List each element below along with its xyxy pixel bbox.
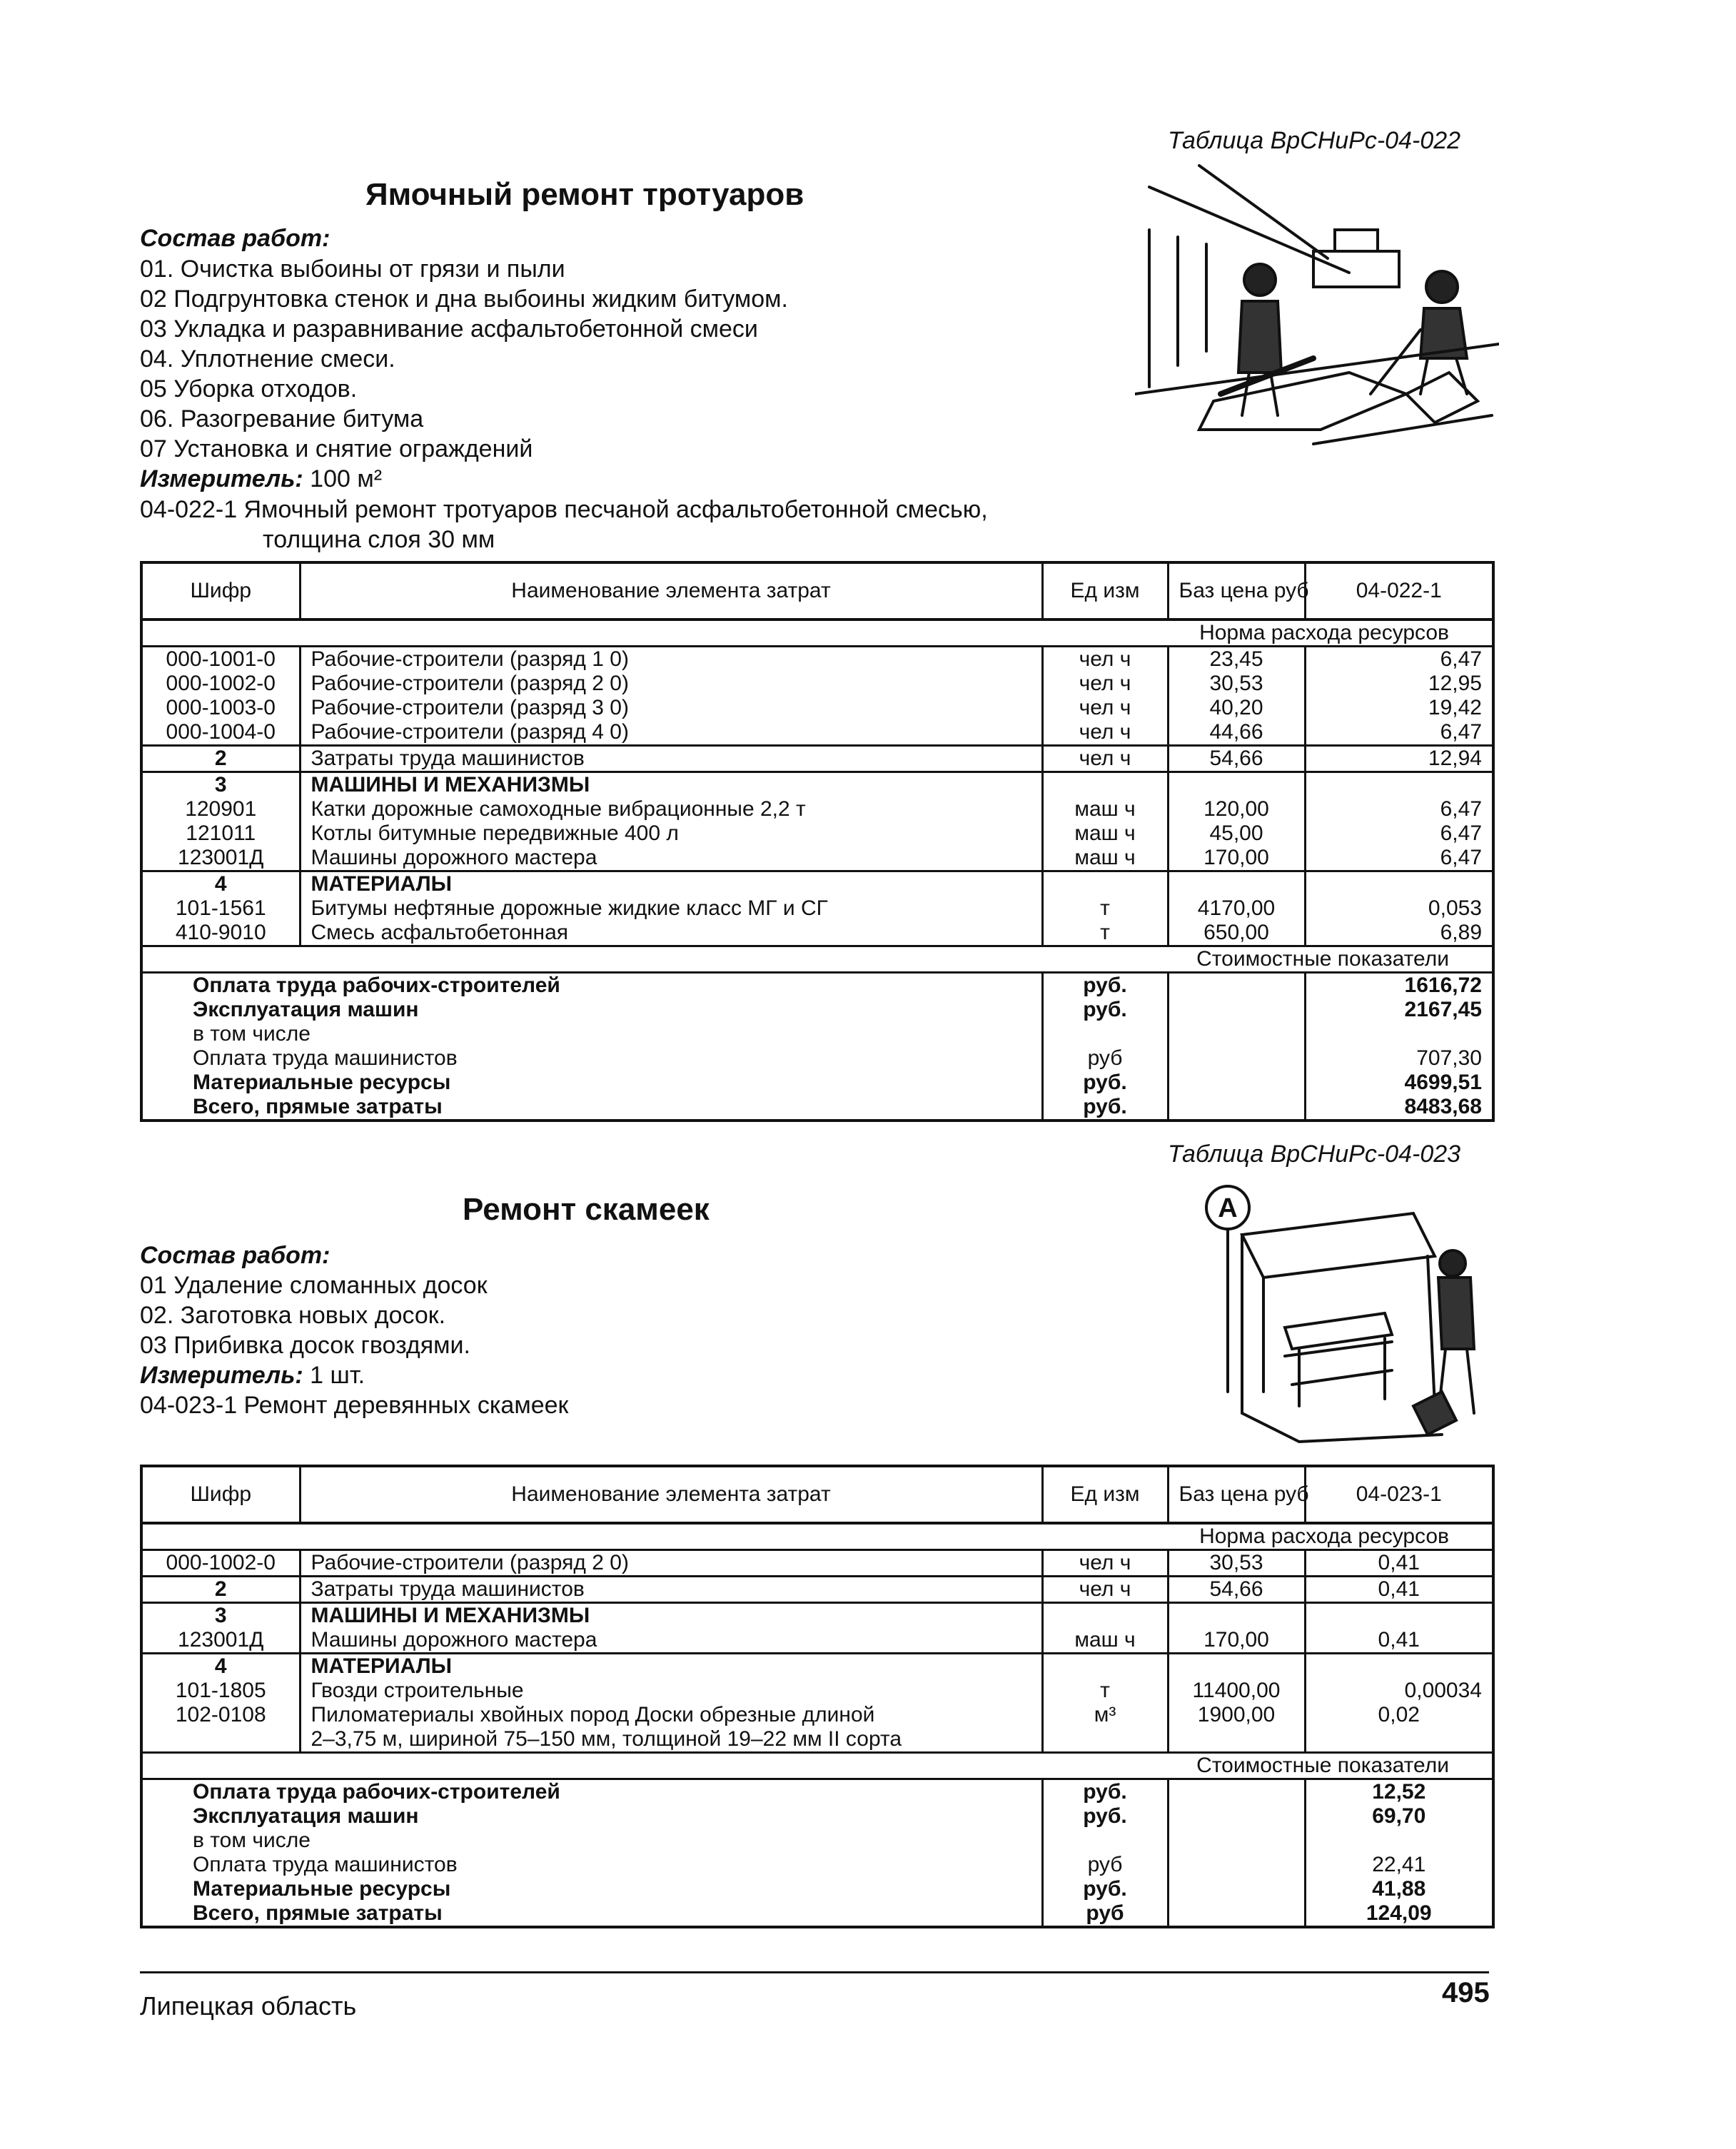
summary-unit: руб: [1042, 1853, 1168, 1877]
table-row-continuation: [141, 1727, 1493, 1753]
cell-unit: чел ч: [1042, 746, 1168, 772]
measure-value: 1 шт.: [303, 1362, 365, 1389]
cell-value: 6,47: [1305, 647, 1493, 672]
table-row: [141, 1703, 1493, 1727]
cell-value: 19,42: [1305, 696, 1493, 720]
header-column-code: 04-022-1: [1305, 562, 1493, 620]
subsection-title: 04-023-1 Ремонт деревянных скамеек: [140, 1392, 569, 1419]
table-row: [141, 672, 1493, 696]
cell-unit: чел ч: [1042, 672, 1168, 696]
cell-price: 54,66: [1168, 746, 1305, 772]
cell-code: 101-1561: [141, 896, 300, 921]
cell-code: 102-0108: [141, 1703, 300, 1727]
table-header-row: [141, 562, 1493, 620]
header-price: Баз цена руб: [1168, 1466, 1305, 1523]
cell-value: 0,41: [1305, 1550, 1493, 1577]
cell-price: 11400,00: [1168, 1679, 1305, 1703]
table-row: [141, 647, 1493, 672]
measure: [140, 464, 788, 494]
summary-row: [141, 1901, 1493, 1927]
table-row: [141, 1550, 1493, 1577]
works-item: 02. Заготовка новых досок.: [140, 1302, 446, 1329]
cell-value: 0,41: [1305, 1577, 1493, 1603]
cell-price: 44,66: [1168, 720, 1305, 746]
cell-unit: т: [1042, 921, 1168, 946]
subsection-title-cont: толщина слоя 30 мм: [263, 526, 495, 553]
table-group-row: [141, 772, 1493, 798]
cell-price: 4170,00: [1168, 896, 1305, 921]
works-item: 05 Уборка отходов.: [140, 375, 358, 403]
summary-row: [141, 1877, 1493, 1901]
header-unit: Ед изм: [1042, 1466, 1168, 1523]
cell-code: 000-1004-0: [141, 720, 300, 746]
resource-table-04-022: [140, 561, 1495, 1122]
footer-rule: [140, 1971, 1489, 1973]
summary-label: Всего, прямые затраты: [141, 1095, 1042, 1121]
cell-price: 30,53: [1168, 672, 1305, 696]
cell-code: 410-9010: [141, 921, 300, 946]
cell-name: Рабочие-строители (разряд 3 0): [300, 696, 1042, 720]
summary-row: [141, 1804, 1493, 1829]
cell-name: 2–3,75 м, шириной 75–150 мм, толщиной 19–22 мм II сорта: [300, 1727, 1042, 1753]
works-item: 07 Установка и снятие ограждений: [140, 435, 533, 462]
works-item: 01 Удаление сломанных досок: [140, 1272, 488, 1299]
page-number: 495: [1442, 1977, 1490, 2008]
summary-value: 41,88: [1305, 1877, 1493, 1901]
cell-value: 0,00034: [1305, 1679, 1493, 1703]
cell-name: Битумы нефтяные дорожные жидкие класс МГ и СГ: [300, 896, 1042, 921]
section-band: [141, 620, 1493, 647]
summary-unit: руб.: [1042, 1877, 1168, 1901]
cell-unit: чел ч: [1042, 720, 1168, 746]
cell-unit: чел ч: [1042, 1577, 1168, 1603]
cell-unit: т: [1042, 896, 1168, 921]
table-row: [141, 896, 1493, 921]
cell-name: Рабочие-строители (разряд 1 0): [300, 647, 1042, 672]
cell-price: 45,00: [1168, 821, 1305, 846]
cell-value: 6,47: [1305, 846, 1493, 871]
cell-group-name: МАШИНЫ И МЕХАНИЗМЫ: [300, 1603, 1042, 1629]
cell-name: Пиломатериалы хвойных пород Доски обрезные длиной: [300, 1703, 1042, 1727]
cell-group-name: МАШИНЫ И МЕХАНИЗМЫ: [300, 772, 1042, 798]
section-title: Ямочный ремонт тротуаров: [365, 177, 804, 212]
cell-code: 3: [141, 1603, 300, 1629]
table-row: [141, 821, 1493, 846]
table-row: [141, 1577, 1493, 1603]
cell-code: 123001Д: [141, 1628, 300, 1654]
cell-value: 6,47: [1305, 821, 1493, 846]
cell-name: Рабочие-строители (разряд 4 0): [300, 720, 1042, 746]
works-item: 06. Разогревание битума: [140, 405, 424, 433]
works-item: 03 Прибивка досок гвоздями.: [140, 1332, 470, 1359]
cell-code: 000-1003-0: [141, 696, 300, 720]
cell-unit: чел ч: [1042, 647, 1168, 672]
table-row: [141, 1628, 1493, 1654]
summary-label: в том числе: [141, 1022, 1042, 1046]
cell-code: 2: [141, 1577, 300, 1603]
band-label: Стоимостные показатели: [141, 1753, 1493, 1779]
works-list: [140, 1270, 568, 1420]
works-heading: Состав работ:: [140, 225, 330, 252]
summary-unit: руб: [1042, 1046, 1168, 1071]
cell-name: Смесь асфальтобетонная: [300, 921, 1042, 946]
cell-code: 4: [141, 871, 300, 897]
cell-name: Рабочие-строители (разряд 2 0): [300, 1550, 1042, 1577]
summary-value: 4699,51: [1305, 1071, 1493, 1095]
measure-value: 100 м²: [303, 465, 383, 492]
summary-value: 2167,45: [1305, 998, 1493, 1022]
cell-value: 12,94: [1305, 746, 1493, 772]
cell-code: 2: [141, 746, 300, 772]
cell-name: Рабочие-строители (разряд 2 0): [300, 672, 1042, 696]
summary-label: Материальные ресурсы: [141, 1071, 1042, 1095]
cell-value: 6,89: [1305, 921, 1493, 946]
measure-label: Измеритель:: [140, 465, 303, 492]
table-row: [141, 1679, 1493, 1703]
table-reference: Таблица ВрСНиРс-04-022: [1168, 127, 1461, 154]
summary-unit: руб.: [1042, 1779, 1168, 1805]
resource-table-04-023: [140, 1465, 1495, 1928]
summary-unit: руб: [1042, 1901, 1168, 1927]
summary-unit: руб.: [1042, 973, 1168, 998]
summary-value: 8483,68: [1305, 1095, 1493, 1121]
cell-unit: маш ч: [1042, 1628, 1168, 1654]
summary-row: [141, 1829, 1493, 1853]
cell-code: 120901: [141, 797, 300, 821]
summary-row: [141, 1853, 1493, 1877]
cell-unit: маш ч: [1042, 797, 1168, 821]
cell-price: 170,00: [1168, 1628, 1305, 1654]
header-name: Наименование элемента затрат: [300, 562, 1042, 620]
table-row: [141, 921, 1493, 946]
cell-unit: чел ч: [1042, 1550, 1168, 1577]
table-group-row: [141, 1654, 1493, 1679]
cell-code: 123001Д: [141, 846, 300, 871]
cell-name: Машины дорожного мастера: [300, 1628, 1042, 1654]
cell-price: 54,66: [1168, 1577, 1305, 1603]
summary-row: [141, 1046, 1493, 1071]
band-label: Стоимостные показатели: [141, 946, 1493, 973]
table-header-row: [141, 1466, 1493, 1523]
cell-price: 40,20: [1168, 696, 1305, 720]
subsection-title: 04-022-1 Ямочный ремонт тротуаров песчаной асфальтобетонной смесью,: [140, 496, 988, 523]
bench-illustration: [1199, 1178, 1499, 1449]
header-price: Баз цена руб: [1168, 562, 1305, 620]
cell-code: 101-1805: [141, 1679, 300, 1703]
header-column-code: 04-023-1: [1305, 1466, 1493, 1523]
cell-price: 30,53: [1168, 1550, 1305, 1577]
cell-price: 120,00: [1168, 797, 1305, 821]
cell-name: Котлы битумные передвижные 400 л: [300, 821, 1042, 846]
cell-code: 000-1002-0: [141, 672, 300, 696]
table-row: [141, 720, 1493, 746]
summary-row: [141, 998, 1493, 1022]
cell-code: 000-1002-0: [141, 1550, 300, 1577]
cell-unit: т: [1042, 1679, 1168, 1703]
header-unit: Ед изм: [1042, 562, 1168, 620]
road-repair-illustration: [1135, 158, 1499, 458]
cell-group-name: МАТЕРИАЛЫ: [300, 871, 1042, 897]
cell-code: 4: [141, 1654, 300, 1679]
cell-name: Машины дорожного мастера: [300, 846, 1042, 871]
cell-price: 170,00: [1168, 846, 1305, 871]
cell-name: Катки дорожные самоходные вибрационные 2,2 т: [300, 797, 1042, 821]
summary-unit: руб.: [1042, 1071, 1168, 1095]
table-row: [141, 797, 1493, 821]
summary-value: 12,52: [1305, 1779, 1493, 1805]
table-row: [141, 696, 1493, 720]
table-group-row: [141, 1603, 1493, 1629]
summary-label: Эксплуатация машин: [141, 1804, 1042, 1829]
summary-value: 707,30: [1305, 1046, 1493, 1071]
band-label: Норма расхода ресурсов: [141, 620, 1493, 647]
summary-unit: руб.: [1042, 1804, 1168, 1829]
cell-price: 23,45: [1168, 647, 1305, 672]
summary-row: [141, 1095, 1493, 1121]
cell-value: 6,47: [1305, 797, 1493, 821]
cell-name: Затраты труда машинистов: [300, 746, 1042, 772]
header-name: Наименование элемента затрат: [300, 1466, 1042, 1523]
cell-value: 0,02: [1305, 1703, 1493, 1727]
cell-name: Затраты труда машинистов: [300, 1577, 1042, 1603]
works-heading: Состав работ:: [140, 1242, 330, 1269]
summary-label: Всего, прямые затраты: [141, 1901, 1042, 1927]
summary-label: Оплата труда рабочих-строителей: [141, 1779, 1042, 1805]
cell-unit: м³: [1042, 1703, 1168, 1727]
cell-unit: чел ч: [1042, 696, 1168, 720]
summary-label: Оплата труда машинистов: [141, 1853, 1042, 1877]
cell-code: 3: [141, 772, 300, 798]
cell-price: 650,00: [1168, 921, 1305, 946]
cell-value: 6,47: [1305, 720, 1493, 746]
summary-value: 69,70: [1305, 1804, 1493, 1829]
table-reference: Таблица ВрСНиРс-04-023: [1168, 1141, 1461, 1168]
works-item: 02 Подгрунтовка стенок и дна выбоины жидким битумом.: [140, 285, 789, 313]
summary-label: Оплата труда рабочих-строителей: [141, 973, 1042, 998]
cell-value: 0,053: [1305, 896, 1493, 921]
cell-code: 121011: [141, 821, 300, 846]
summary-value: 22,41: [1305, 1853, 1493, 1877]
section-band: [141, 1523, 1493, 1550]
cell-code: 000-1001-0: [141, 647, 300, 672]
summary-value: 1616,72: [1305, 973, 1493, 998]
cell-unit: маш ч: [1042, 846, 1168, 871]
summary-label: Оплата труда машинистов: [141, 1046, 1042, 1071]
summary-unit: руб.: [1042, 1095, 1168, 1121]
summary-label: Эксплуатация машин: [141, 998, 1042, 1022]
footer-region: Липецкая область: [140, 1991, 357, 2021]
measure: [140, 1360, 568, 1390]
summary-row: [141, 1779, 1493, 1805]
summary-label: Материальные ресурсы: [141, 1877, 1042, 1901]
cell-group-name: МАТЕРИАЛЫ: [300, 1654, 1042, 1679]
works-list: [140, 254, 788, 494]
summary-row: [141, 973, 1493, 998]
table-row: [141, 746, 1493, 772]
bus-stop-sign: A: [1218, 1193, 1238, 1223]
summary-row: [141, 1022, 1493, 1046]
works-item: 03 Укладка и разравнивание асфальтобетонной смеси: [140, 315, 758, 343]
section-band: [141, 1753, 1493, 1779]
header-code: Шифр: [141, 562, 300, 620]
measure-label: Измеритель:: [140, 1362, 303, 1389]
cell-price: 1900,00: [1168, 1703, 1305, 1727]
header-code: Шифр: [141, 1466, 300, 1523]
section-band: [141, 946, 1493, 973]
summary-unit: руб.: [1042, 998, 1168, 1022]
works-item: 01. Очистка выбоины от грязи и пыли: [140, 256, 565, 283]
summary-value: 124,09: [1305, 1901, 1493, 1927]
table-row: [141, 846, 1493, 871]
cell-unit: маш ч: [1042, 821, 1168, 846]
cell-value: 0,41: [1305, 1628, 1493, 1654]
table-group-row: [141, 871, 1493, 897]
cell-name: Гвозди строительные: [300, 1679, 1042, 1703]
summary-row: [141, 1071, 1493, 1095]
section-title: Ремонт скамеек: [463, 1192, 710, 1227]
cell-value: 12,95: [1305, 672, 1493, 696]
works-item: 04. Уплотнение смеси.: [140, 345, 395, 373]
summary-label: в том числе: [141, 1829, 1042, 1853]
band-label: Норма расхода ресурсов: [141, 1523, 1493, 1550]
